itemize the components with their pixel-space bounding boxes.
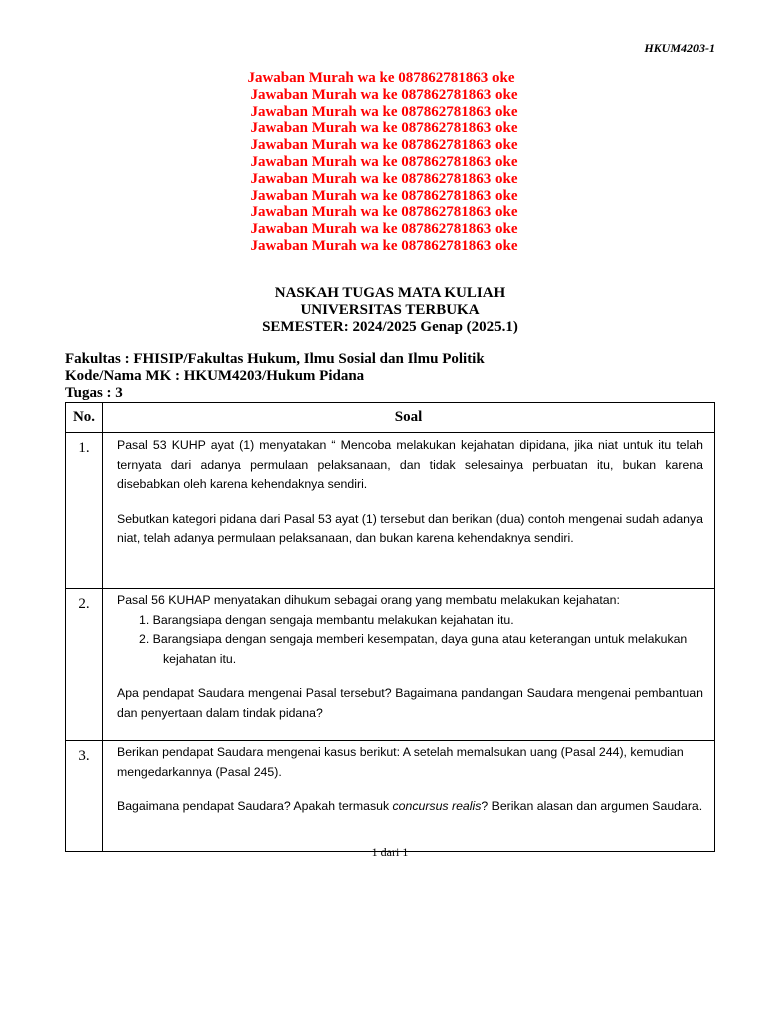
table-row — [66, 589, 715, 741]
list-item: 2. Barangsiapa dengan sengaja memberi kesempatan, daya guna atau keterangan untuk melakukan — [139, 632, 688, 646]
fakultas-line: Fakultas : FHISIP/Fakultas Hukum, Ilmu Sosial dan Ilmu Politik — [65, 351, 485, 367]
promo-line: Jawaban Murah wa ke 087862781863 oke — [250, 137, 518, 154]
promo-line: Jawaban Murah wa ke 087862781863 oke — [250, 187, 518, 204]
table-row — [66, 433, 715, 589]
question-number: 2. — [66, 589, 103, 741]
questions-table — [65, 402, 715, 852]
promo-line: Jawaban Murah wa ke 087862781863 oke — [250, 153, 518, 170]
kode-line: Kode/Nama MK : HKUM4203/Hukum Pidana — [65, 368, 365, 384]
page-number: 1 dari 1 — [371, 845, 409, 859]
question-number: 1. — [66, 433, 103, 589]
header-soal: Soal — [103, 403, 715, 433]
title-line-1: NASKAH TUGAS MATA KULIAH — [274, 285, 506, 301]
promo-line: Jawaban Murah wa ke 087862781863 oke — [250, 103, 518, 120]
question-text: Pasal 56 KUHAP menyatakan dihukum sebagai orang yang membatu melakukan kejahatan: — [117, 593, 620, 607]
promo-line: Jawaban Murah wa ke 087862781863 oke — [247, 70, 515, 86]
promo-line: Jawaban Murah wa ke 087862781863 oke — [250, 204, 518, 221]
question-text: Berikan pendapat Saudara mengenai kasus berikut: A setelah memalsukan uang (Pasal 244), kemudian mengedarkannya (Pasal 245). — [117, 745, 684, 779]
list-item: 1. Barangsiapa dengan sengaja membantu melakukan kejahatan itu. — [139, 612, 514, 627]
emphasis-term: concursus realis — [392, 799, 482, 813]
table-row — [66, 741, 715, 852]
red-promo-block — [0, 70, 768, 255]
list-item-continued: kejahatan itu. — [163, 651, 237, 666]
document-title — [0, 285, 768, 336]
table-header-row — [66, 403, 715, 433]
header-no: No. — [66, 403, 103, 433]
promo-line: Jawaban Murah wa ke 087862781863 oke — [250, 120, 518, 137]
promo-line: Jawaban Murah wa ke 087862781863 oke — [250, 86, 518, 103]
question-text: Apa pendapat Saudara mengenai Pasal tersebut? Bagaimana pandangan Saudara mengenai pembantuan dan penyertaan dalam tindak pidana? — [117, 686, 703, 720]
question-number: 3. — [66, 741, 103, 852]
title-line-2: UNIVERSITAS TERBUKA — [300, 302, 480, 318]
promo-line: Jawaban Murah wa ke 087862781863 oke — [250, 237, 518, 254]
question-cell — [103, 741, 715, 852]
promo-line: Jawaban Murah wa ke 087862781863 oke — [250, 170, 518, 187]
course-meta — [65, 351, 485, 402]
question-text: Bagaimana pendapat Saudara? Apakah termasuk concursus realis? Berikan alasan dan argumen Saudara. — [117, 799, 703, 813]
tugas-line: Tugas : 3 — [65, 385, 123, 401]
document-code: HKUM4203-1 — [644, 41, 715, 55]
question-cell — [103, 589, 715, 741]
title-line-3: SEMESTER: 2024/2025 Genap (2025.1) — [262, 319, 518, 335]
promo-line: Jawaban Murah wa ke 087862781863 oke — [250, 221, 518, 238]
question-text: Pasal 53 KUHP ayat (1) menyatakan “ Mencoba melakukan kejahatan dipidana, jika niat untuk itu telah ternyata dari adanya permulaan pelaksanaan, dan tidak selesainya perbuatan itu, bukan karena disebabkan oleh karena kehendaknya sendiri. — [117, 438, 703, 491]
question-cell — [103, 433, 715, 589]
question-text: Sebutkan kategori pidana dari Pasal 53 ayat (1) tersebut dan berikan (dua) contoh mengenai sudah adanya niat, telah adanya permulaan pelaksanaan, dan bukan karena kehendaknya sendiri. — [117, 511, 703, 545]
